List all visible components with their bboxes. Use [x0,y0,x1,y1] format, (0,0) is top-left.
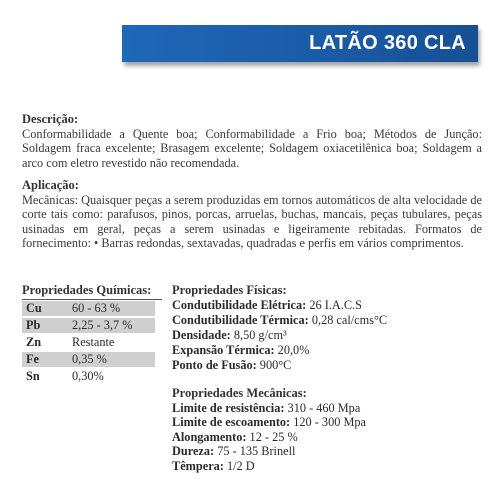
table-row [22,317,155,334]
list-item [172,401,482,416]
list-item [172,358,482,373]
property-label: Condutibilidade Térmica: [172,313,309,327]
property-value: 20,0% [274,343,310,357]
element-symbol: Cu [22,301,68,317]
property-label: Condutibilidade Elétrica: [172,298,307,312]
product-title: LATÃO 360 CLA [309,32,466,54]
description-section [22,112,482,170]
list-item [172,328,482,343]
property-value: 310 - 460 Mpa [284,400,361,415]
property-value: 900°C [256,358,292,372]
list-item [172,343,482,358]
physical-properties [172,283,482,373]
element-symbol: Zn [22,334,68,351]
element-value: 2,25 - 3,7 % [68,317,155,334]
application-section [22,178,482,251]
chemical-table [22,301,155,386]
property-value: 26 I.A.C.S [306,298,362,312]
table-row [22,351,155,368]
property-value: 8,50 g/cm³ [230,328,287,342]
application-text: Mecânicas: Quaisquer peças a serem produzidas em tornos automáticos de alta velocidade de corte tais como: parafusos, pinos, porcas, arruelas, buchas, mancais, peças tubulares, peças usinadas em geral, peças a serem usinadas e ligeiramente rebitadas. Formatos de fornecimento: • Barras redondas, sextavadas, quadradas e perfis em vários comprimentos. [22,192,482,250]
description-heading: Descrição: [22,112,79,126]
mechanical-properties [172,386,482,474]
list-item [172,298,482,313]
table-row [22,368,155,385]
element-symbol: Fe [22,351,68,368]
list-item [172,430,482,445]
mechanical-heading: Propriedades Mecânicas: [172,386,307,400]
application-heading: Aplicação: [22,178,79,192]
property-value: 1/2 D [223,458,255,473]
property-label: Têmpera: [172,458,224,473]
element-symbol: Pb [22,317,68,334]
element-value: Restante [68,334,155,351]
property-label: Densidade: [172,328,231,342]
chemical-properties [22,283,155,386]
property-label: Limite de escoamento: [172,415,291,430]
property-label: Limite de resistência: [172,400,285,415]
element-value: 60 - 63 % [68,301,155,317]
list-item [172,459,482,474]
list-item [172,415,482,430]
list-item [172,444,482,459]
physical-heading: Propriedades Físicas: [172,283,287,297]
list-item [172,313,482,328]
property-value: 75 - 135 Brinell [214,444,296,459]
element-value: 0,30% [68,368,155,385]
title-banner [122,25,478,62]
property-label: Alongamento: [172,429,247,444]
table-row [22,334,155,351]
property-label: Expansão Térmica: [172,343,275,357]
element-symbol: Sn [22,368,68,385]
table-row [22,301,155,317]
property-label: Ponto de Fusão: [172,358,257,372]
chemical-heading: Propriedades Químicas: [22,283,162,300]
property-value: 120 - 300 Mpa [290,415,366,430]
description-text: Conformabilidade a Quente boa; Conformabilidade a Frio boa; Métodos de Junção: Soldagem fraca excelente; Brasagem excelente; Soldagem oxiacetilênica boa; Soldagem a arco com eletro revestido não recomendada. [22,126,482,170]
element-value: 0,35 % [68,351,155,368]
property-value: 0,28 cal/cms°C [308,313,388,327]
property-value: 12 - 25 % [246,429,298,444]
property-label: Dureza: [172,444,215,459]
